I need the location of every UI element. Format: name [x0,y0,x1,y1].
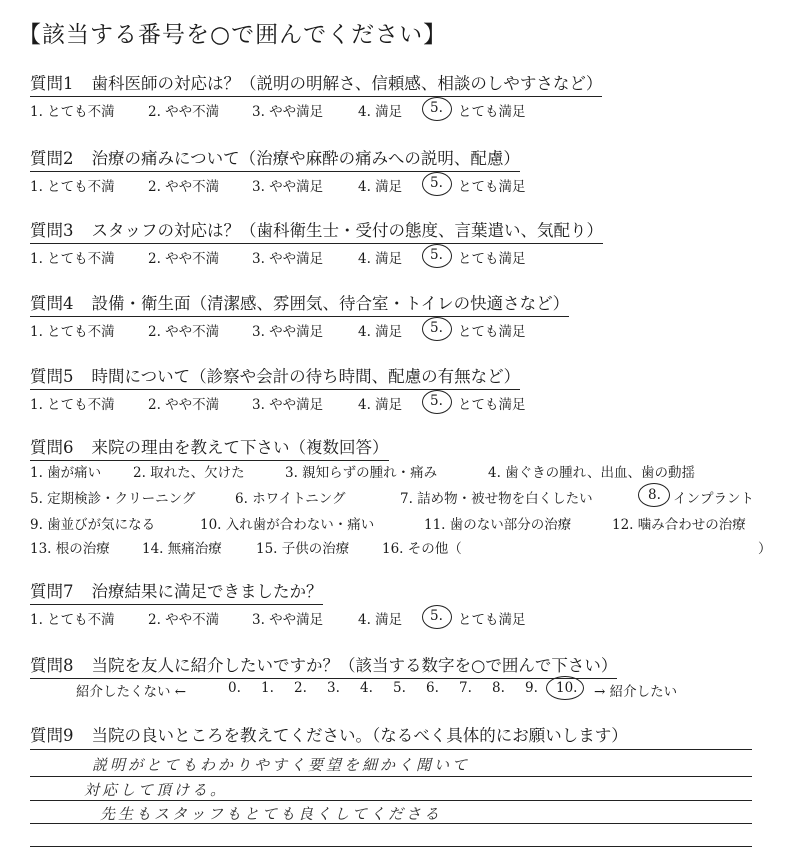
question-heading [30,290,569,317]
option[interactable]: 2. やや不満 [148,104,220,120]
question-heading [30,652,617,679]
question-number: 質問9 [30,726,74,745]
question-heading [30,217,603,244]
answer-circle-mark [422,390,452,414]
scale-left-label: 紹介したくない ← [76,684,187,700]
answer-options [30,608,526,630]
option[interactable]: 1. とても不満 [30,179,115,195]
question-text: スタッフの対応は？（歯科衛生士・受付の態度、言葉遣い、気配り） [91,221,603,240]
option[interactable]: 2. やや不満 [148,324,220,340]
option[interactable]: 1. とても不満 [30,397,115,413]
answer-circle-mark [422,244,452,268]
question-heading [30,363,520,390]
handwritten-answer-line: 先生もスタッフもとても良くしてくださる [100,805,443,823]
answer-line [30,749,752,750]
question-3 [30,217,603,269]
circled-option[interactable]: 5. [430,393,443,409]
option[interactable]: 5. 定期検診・クリーニング [30,491,196,507]
question-5 [30,363,526,415]
option-label: とても満足 [458,612,526,628]
page-title: 【該当する番号を○で囲んでください】 [18,22,448,48]
option[interactable]: 2. 取れた、欠けた [133,465,245,481]
scale-option[interactable]: 1. [261,680,274,696]
answer-line [30,800,752,801]
scale-option[interactable]: 8. [492,680,505,696]
circled-option[interactable]: 5. [430,320,443,336]
answer-options [30,320,569,342]
option-label: とても満足 [458,104,526,120]
answer-options [30,247,603,269]
question-9 [30,722,628,748]
question-heading [30,722,628,748]
circled-option[interactable]: 5. [430,608,443,624]
answer-circle-mark [422,605,452,629]
answer-circle-mark [422,97,452,121]
option[interactable]: 4. 満足 [358,179,403,195]
circled-option[interactable]: 5. [430,100,443,116]
scale-option[interactable]: 6. [426,680,439,696]
option[interactable]: 7. 詰め物・被せ物を白くしたい [400,491,593,507]
option[interactable]: 3. やや満足 [252,397,324,413]
question-heading [30,145,520,172]
answer-circle-mark [422,317,452,341]
option[interactable]: 2. やや不満 [148,179,220,195]
option[interactable]: 2. やや不満 [148,612,220,628]
scale-option[interactable]: 4. [360,680,373,696]
answer-options [30,100,602,122]
answer-options [30,175,526,197]
question-number: 質問4 [30,294,74,313]
question-number: 質問7 [30,582,74,601]
question-number: 質問1 [30,74,74,93]
question-text: 当院の良いところを教えてください。（なるべく具体的にお願いします） [91,726,628,745]
scale-option[interactable]: 3. [327,680,340,696]
option[interactable]: 3. やや満足 [252,104,324,120]
answer-options [30,393,526,415]
scale-option[interactable]: 2. [294,680,307,696]
option[interactable]: 4. 満足 [358,612,403,628]
option[interactable]: 16. その他（ [382,541,462,557]
option-label: とても満足 [458,397,526,413]
option[interactable]: 6. ホワイトニング [235,491,346,507]
question-number: 質問6 [30,438,74,457]
scale-right-label: → 紹介したい [594,684,678,700]
question-text: 治療の痛みについて（治療や麻酔の痛みへの説明、配慮） [91,149,520,168]
circled-option[interactable]: 10. [556,680,578,696]
question-heading [30,578,323,605]
question-text: 設備・衛生面（清潔感、雰囲気、待合室・トイレの快適さなど） [91,294,570,313]
option[interactable]: 3. やや満足 [252,612,324,628]
option[interactable]: 13. 根の治療 [30,541,110,557]
question-2 [30,145,526,197]
question-heading [30,70,602,97]
question-text: 当院を友人に紹介したいですか？（該当する数字を○で囲んで下さい） [91,656,618,675]
option-label: とても満足 [458,324,526,340]
option[interactable]: 14. 無痛治療 [142,541,222,557]
option-label: とても満足 [458,251,526,267]
question-text: 歯科医師の対応は？（説明の明解さ、信頼感、相談のしやすさなど） [91,74,603,93]
question-number: 質問2 [30,149,74,168]
option[interactable]: 4. 満足 [358,251,403,267]
option-label: インプラント [673,491,754,507]
option[interactable]: 4. 満足 [358,397,403,413]
option[interactable]: 10. 入れ歯が合わない・痛い [200,517,375,533]
answer-circle-mark [546,676,584,700]
scale-option[interactable]: 5. [393,680,406,696]
question-text: 時間について（診察や会計の待ち時間、配慮の有無など） [91,367,521,386]
option[interactable]: 15. 子供の治療 [256,541,350,557]
question-number: 質問5 [30,367,74,386]
option[interactable]: 4. 満足 [358,104,403,120]
circled-option[interactable]: 5. [430,175,443,191]
option-label: とても満足 [458,179,526,195]
circled-option[interactable]: 5. [430,247,443,263]
option[interactable]: 3. 親知らずの腫れ・痛み [285,465,438,481]
question-text: 治療結果に満足できましたか？ [91,582,323,601]
question-heading [30,434,389,461]
option[interactable]: 3. やや満足 [252,324,324,340]
answer-circle-mark [638,483,670,507]
option[interactable]: 1. とても不満 [30,104,115,120]
question-text: 来院の理由を教えて下さい（複数回答） [91,438,389,457]
scale-option[interactable]: 0. [228,680,241,696]
question-7 [30,578,526,630]
option[interactable]: 1. とても不満 [30,324,115,340]
question-number: 質問3 [30,221,74,240]
scale-option[interactable]: 9. [525,680,538,696]
option[interactable]: 4. 歯ぐきの腫れ、出血、歯の動揺 [488,465,695,481]
scale-option[interactable]: 7. [459,680,472,696]
question-8 [30,652,617,679]
answer-line [30,776,752,777]
option[interactable]: 3. やや満足 [252,251,324,267]
question-1 [30,70,602,122]
question-number: 質問8 [30,656,74,675]
option[interactable]: 3. やや満足 [252,179,324,195]
answer-circle-mark [422,172,452,196]
option[interactable]: 12. 噛み合わせの治療 [612,517,746,533]
option[interactable]: 1. とても不満 [30,251,115,267]
option[interactable]: 2. やや不満 [148,397,220,413]
option[interactable]: 11. 歯のない部分の治療 [424,517,572,533]
option[interactable]: 2. やや不満 [148,251,220,267]
circled-option[interactable]: 8. [648,487,661,503]
answer-line [30,846,752,847]
option[interactable]: 1. とても不満 [30,612,115,628]
question-4 [30,290,569,342]
option[interactable]: 9. 歯並びが気になる [30,517,156,533]
question-6 [30,434,389,461]
handwritten-answer-line: 対応して頂ける。 [84,781,229,799]
handwritten-answer-line: 説明がとてもわかりやすく要望を細かく聞いて [92,756,471,774]
option[interactable]: 1. 歯が痛い [30,465,102,481]
option[interactable]: 4. 満足 [358,324,403,340]
other-paren-close: ） [758,541,772,557]
